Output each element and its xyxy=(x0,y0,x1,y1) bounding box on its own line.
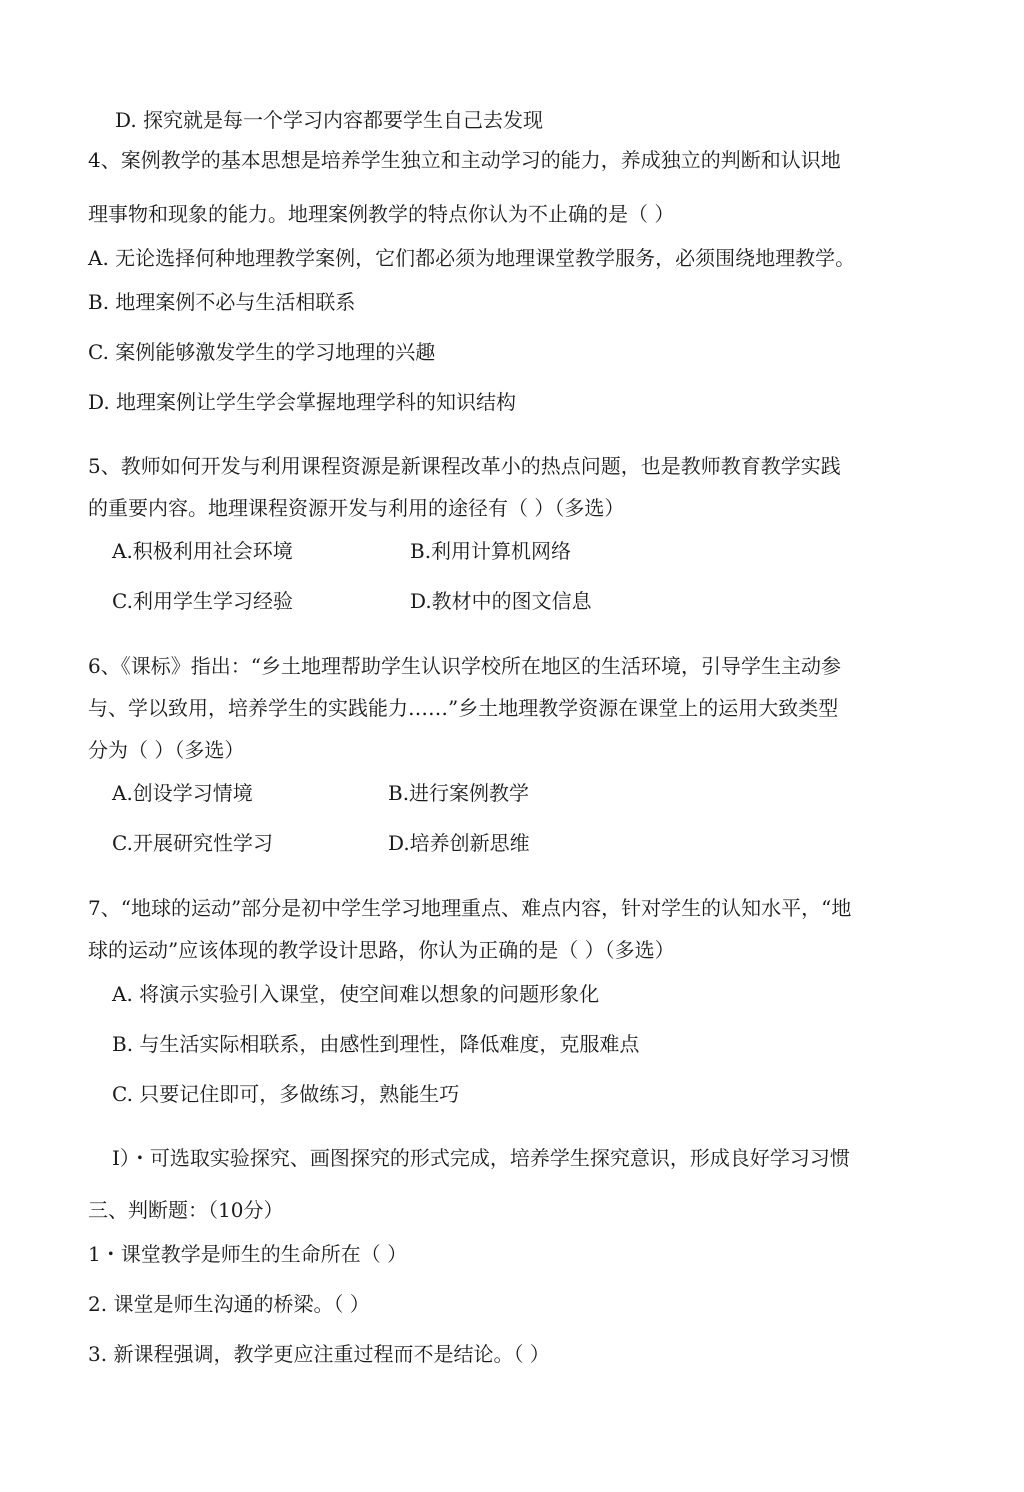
question-7-option-b: B. 与生活实际相联系，由感性到理性，降低难度，克服难点 xyxy=(112,1032,640,1056)
judgment-item-1: 1・课堂教学是师生的生命所在（ ） xyxy=(88,1242,408,1266)
question-7-option-c: C. 只要记住即可，多做练习，熟能生巧 xyxy=(112,1082,460,1106)
question-6-option-b: B.进行案例教学 xyxy=(388,781,530,805)
question-6-option-d: D.培养创新思维 xyxy=(388,831,530,855)
question-3-option-d: D. 探究就是每一个学习内容都要学生自己去发现 xyxy=(115,108,544,132)
judgment-item-2: 2. 课堂是师生沟通的桥梁。（ ） xyxy=(88,1292,370,1316)
question-6-option-a: A.创设学习情境 xyxy=(112,781,253,805)
question-7-option-a: A. 将演示实验引入课堂，使空间难以想象的问题形象化 xyxy=(112,982,600,1006)
question-5-stem-line-2: 的重要内容。地理课程资源开发与利用的途径有（ ）（多选） xyxy=(88,496,625,520)
question-5-option-c: C.利用学生学习经验 xyxy=(112,589,293,613)
question-4-option-b: B. 地理案例不必与生活相联系 xyxy=(88,290,356,314)
judgment-item-3: 3. 新课程强调，教学更应注重过程而不是结论。（ ） xyxy=(88,1342,550,1366)
question-5-option-a: A.积极利用社会环境 xyxy=(112,539,293,563)
question-6-option-c: C.开展研究性学习 xyxy=(112,831,273,855)
question-6-stem-line-1: 6、《课标》指出：“乡土地理帮助学生认识学校所在地区的生活环境，引导学生主动参 xyxy=(88,654,841,678)
question-5-option-b: B.利用计算机网络 xyxy=(410,539,572,563)
question-4-stem-line-1: 4、案例教学的基本思想是培养学生独立和主动学习的能力，养成独立的判断和认识地 xyxy=(88,148,841,172)
question-6-stem-line-3: 分为（ ）（多选） xyxy=(88,738,245,762)
question-7-stem-line-1: 7、“地球的运动”部分是初中学生学习地理重点、难点内容，针对学生的认知水平，“地 xyxy=(88,896,852,920)
question-5-option-d: D.教材中的图文信息 xyxy=(410,589,592,613)
question-7-option-d: I）・可选取实验探究、画图探究的形式完成，培养学生探究意识，形成良好学习习惯 xyxy=(112,1146,850,1170)
section-3-heading: 三、判断题：（10分） xyxy=(88,1198,284,1222)
question-6-stem-line-2: 与、学以致用，培养学生的实践能力……”乡土地理教学资源在课堂上的运用大致类型 xyxy=(88,696,839,720)
question-4-option-d: D. 地理案例让学生学会掌握地理学科的知识结构 xyxy=(88,390,517,414)
question-4-stem-line-2: 理事物和现象的能力。地理案例教学的特点你认为不止确的是（ ） xyxy=(88,202,675,226)
question-4-option-a: A. 无论选择何种地理教学案例，它们都必须为地理课堂教学服务，必须围绕地理教学。 xyxy=(88,246,856,270)
question-4-option-c: C. 案例能够激发学生的学习地理的兴趣 xyxy=(88,340,436,364)
question-5-stem-line-1: 5、教师如何开发与利用课程资源是新课程改革小的热点问题，也是教师教育教学实践 xyxy=(88,454,841,478)
question-7-stem-line-2: 球的运动”应该体现的教学设计思路，你认为正确的是（ ）（多选） xyxy=(88,938,675,962)
